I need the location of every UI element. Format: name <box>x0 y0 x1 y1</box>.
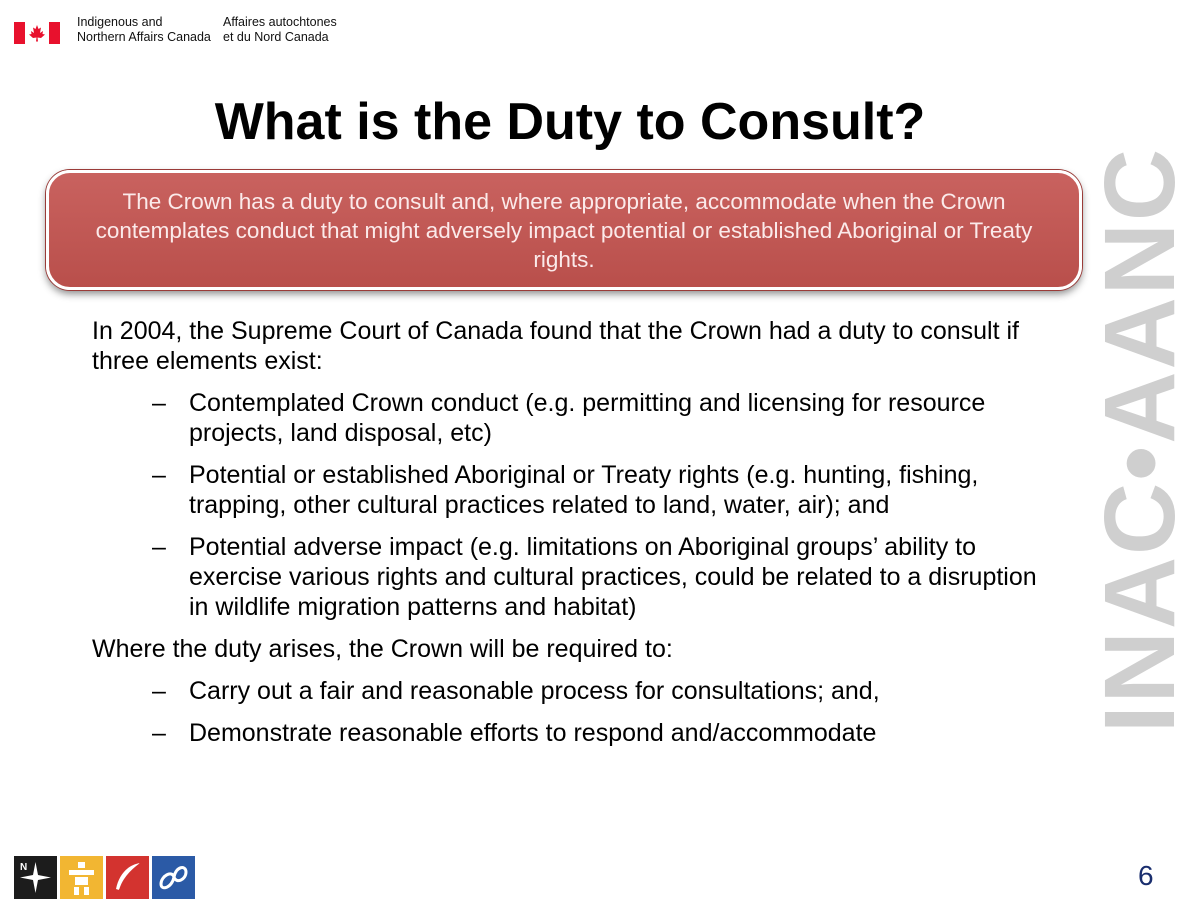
dash-bullet: – <box>152 719 166 747</box>
requirement-item: – Carry out a fair and reasonable process for consultations; and, <box>152 677 880 705</box>
wordmark-container <box>1084 45 1196 835</box>
dash-bullet: – <box>152 677 166 705</box>
department-name-french: Affaires autochtones et du Nord Canada <box>223 15 337 44</box>
canada-flag-icon <box>14 22 60 44</box>
department-name-english: Indigenous and Northern Affairs Canada <box>77 15 211 44</box>
definition-callout <box>46 170 1082 290</box>
infinity-icon <box>152 856 195 899</box>
dash-bullet: – <box>152 461 166 489</box>
element-item: – Potential or established Aboriginal or Treaty rights (e.g. hunting, fishing, trapping, other cultural practices related to land, water, air); and <box>152 461 979 519</box>
slide-body <box>92 316 1072 760</box>
svg-text:N: N <box>20 862 28 873</box>
requirement-item: – Demonstrate reasonable efforts to respond and/accommodate <box>152 719 877 747</box>
inac-aanc-wordmark: INAC•AANC <box>1084 146 1196 734</box>
callout-text: The Crown has a duty to consult and, where appropriate, accommodate when the Crown contemplates conduct that might adversely impact potential or established Aboriginal or Treaty rights. <box>95 188 1033 272</box>
slide-title: What is the Duty to Consult? <box>214 93 926 151</box>
intro-paragraph: In 2004, the Supreme Court of Canada found that the Crown had a duty to consult if three elements exist: <box>92 317 1019 375</box>
dash-bullet: – <box>152 533 166 561</box>
element-item: – Potential adverse impact (e.g. limitations on Aboriginal groups’ ability to exercise various rights and cultural practices, could be related to a disruption in wildlife migration patterns and habitat) <box>152 533 1037 621</box>
element-item: – Contemplated Crown conduct (e.g. permitting and licensing for resource projects, land disposal, etc) <box>152 389 986 447</box>
dash-bullet: – <box>152 389 166 417</box>
page-number: 6 <box>1138 860 1154 891</box>
footer-icon-strip <box>14 856 195 899</box>
duty-paragraph: Where the duty arises, the Crown will be required to: <box>92 635 673 663</box>
compass-north-icon <box>14 856 57 899</box>
inukshuk-icon <box>60 856 103 899</box>
feather-icon <box>106 856 149 899</box>
